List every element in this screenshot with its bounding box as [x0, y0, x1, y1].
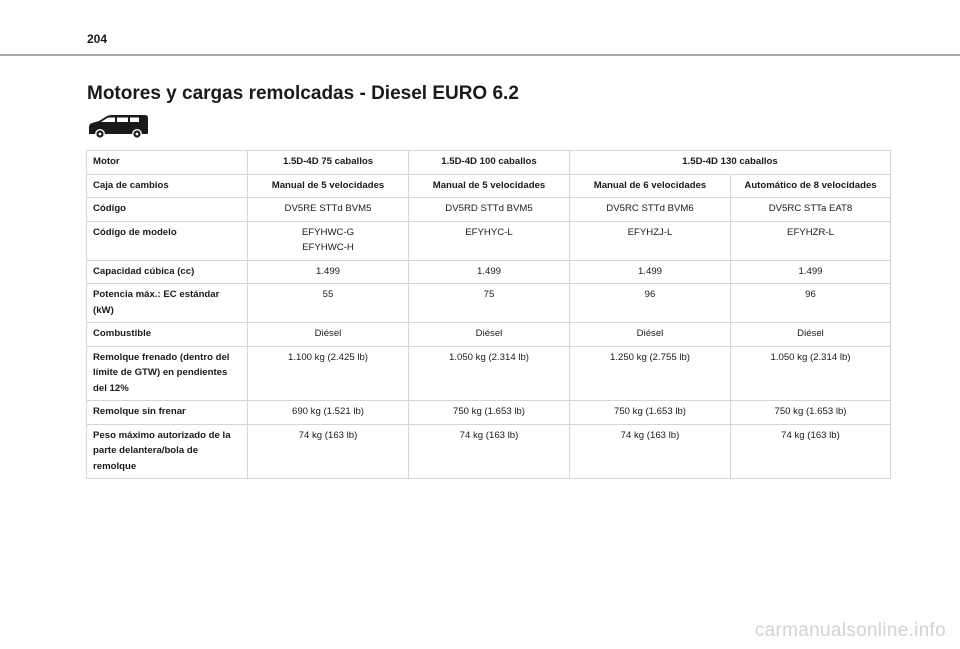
cell: DV5RC STTd BVM6: [570, 198, 731, 222]
cell: EFYHYC-L: [409, 221, 570, 260]
header-engine: 1.5D-4D 75 caballos: [248, 151, 409, 175]
section-title: Motores y cargas remolcadas - Diesel EURO 6.2: [87, 83, 519, 104]
cell: 750 kg (1.653 lb): [731, 401, 891, 425]
page-number: 204: [87, 32, 108, 46]
cell: 74 kg (163 lb): [248, 424, 409, 479]
table-row: [87, 284, 891, 323]
cell: Automático de 8 velocidades: [731, 174, 891, 198]
cell: 74 kg (163 lb): [731, 424, 891, 479]
table-row: [87, 323, 891, 347]
cell: 750 kg (1.653 lb): [570, 401, 731, 425]
watermark: carmanualsonline.info: [754, 620, 946, 641]
row-label: Peso máximo autorizado de la parte delantera/bola de remolque: [87, 424, 248, 479]
cell: 75: [409, 284, 570, 323]
cell-line: EFYHWC-G: [301, 226, 355, 238]
cell: 74 kg (163 lb): [409, 424, 570, 479]
row-label: Remolque sin frenar: [87, 401, 248, 425]
table-row: [87, 260, 891, 284]
table-row: [87, 174, 891, 198]
cell: EFYHZR-L: [731, 221, 891, 260]
cell: [248, 221, 409, 260]
cell: Diésel: [409, 323, 570, 347]
row-label: Capacidad cúbica (cc): [87, 260, 248, 284]
cell: 1.499: [570, 260, 731, 284]
cell: Diésel: [570, 323, 731, 347]
cell: Manual de 5 velocidades: [248, 174, 409, 198]
table-row: [87, 221, 891, 260]
table-row: [87, 424, 891, 479]
cell: 55: [248, 284, 409, 323]
table-row: [87, 401, 891, 425]
cell-line: EFYHWC-H: [302, 242, 354, 253]
cell: 1.499: [248, 260, 409, 284]
cell: 1.050 kg (2.314 lb): [731, 346, 891, 401]
van-icon: [87, 114, 149, 140]
row-label: Código: [87, 198, 248, 222]
cell: EFYHZJ-L: [570, 221, 731, 260]
row-label: Caja de cambios: [87, 174, 248, 198]
cell: 1.100 kg (2.425 lb): [248, 346, 409, 401]
header-engine: 1.5D-4D 100 caballos: [409, 151, 570, 175]
cell: 96: [570, 284, 731, 323]
cell: DV5RE STTd BVM5: [248, 198, 409, 222]
row-label: Combustible: [87, 323, 248, 347]
cell: 74 kg (163 lb): [570, 424, 731, 479]
cell: Diésel: [248, 323, 409, 347]
cell: Manual de 6 velocidades: [570, 174, 731, 198]
cell: 750 kg (1.653 lb): [409, 401, 570, 425]
table-row: [87, 198, 891, 222]
row-label: Código de modelo: [87, 221, 248, 260]
table-row: [87, 346, 891, 401]
cell: 1.050 kg (2.314 lb): [409, 346, 570, 401]
cell: 96: [731, 284, 891, 323]
cell: 1.499: [731, 260, 891, 284]
cell: Manual de 5 velocidades: [409, 174, 570, 198]
row-label: Remolque frenado (dentro del límite de GTW) en pendientes del 12%: [87, 346, 248, 401]
cell: Diésel: [731, 323, 891, 347]
cell: DV5RC STTa EAT8: [731, 198, 891, 222]
top-rule: [0, 54, 960, 56]
cell: 1.499: [409, 260, 570, 284]
row-label: Potencia máx.: EC estándar (kW): [87, 284, 248, 323]
engine-specs-table: [86, 150, 891, 479]
cell: DV5RD STTd BVM5: [409, 198, 570, 222]
table-header-row: [87, 151, 891, 175]
cell: 690 kg (1.521 lb): [248, 401, 409, 425]
cell: 1.250 kg (2.755 lb): [570, 346, 731, 401]
header-engine: 1.5D-4D 130 caballos: [570, 151, 891, 175]
header-label: Motor: [87, 151, 248, 175]
